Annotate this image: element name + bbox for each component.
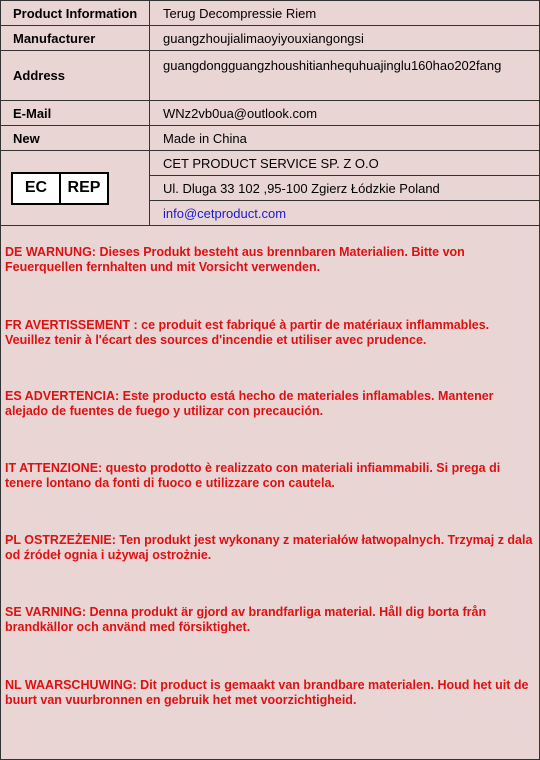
ec-rep-address: Ul. Dluga 33 102 ,95-100 Zgierz Łódzkie Poland (150, 176, 540, 201)
warning-fr: FR AVERTISSEMENT : ce produit est fabriqué à partir de matériaux inflammables. Veuillez tenir à l'écart des sources d'incendie et utiliser avec prudence. (5, 318, 490, 347)
table-row (1, 101, 539, 126)
address-label: Address (1, 51, 150, 101)
warning-es: ES ADVERTENCIA: Este producto está hecho de materiales inflamables. Mantener alejado de fuentes de fuego y utilizar con precaución. (5, 389, 494, 418)
email-label: E-Mail (1, 101, 150, 126)
ec-rep-email-link[interactable]: info@cetproduct.com (163, 205, 287, 221)
ec-rep-cell (1, 151, 150, 226)
origin-value: Made in China (150, 126, 540, 151)
table-row (1, 26, 539, 51)
product-information-label: Product Information (1, 1, 150, 26)
address-value: guangdongguangzhoushitianhequhuajinglu160hao202fang (150, 51, 540, 101)
rep-badge-text: REP (67, 179, 101, 196)
email-value: WNz2vb0ua@outlook.com (150, 101, 540, 126)
new-label: New (1, 126, 150, 151)
table-row (1, 151, 539, 176)
warning-se: SE VARNING: Denna produkt är gjord av brandfarliga material. Håll dig borta från brandkällor och använd med försiktighet. (5, 605, 487, 634)
table-row (1, 126, 539, 151)
ec-rep-badge (11, 172, 109, 205)
ec-rep-company: CET PRODUCT SERVICE SP. Z O.O (150, 151, 540, 176)
table-row (1, 1, 539, 26)
manufacturer-label: Manufacturer (1, 26, 150, 51)
ec-rep-email-cell (150, 201, 540, 226)
warning-it: IT ATTENZIONE: questo prodotto è realizzato con materiali infiammabili. Si prega di tenere lontano da fonti di fuoco e utilizzare con cautela. (5, 461, 501, 490)
warning-pl: PL OSTRZEŻENIE: Ten produkt jest wykonany z materiałów łatwopalnych. Trzymaj z dala od źródeł ognia i używaj ostrożnie. (5, 533, 533, 562)
warning-nl: NL WAARSCHUWING: Dit product is gemaakt van brandbare materialen. Houd het uit de buurt van vuurbronnen en gebruik het met voorzichtigheid. (5, 678, 529, 707)
manufacturer-value: guangzhoujialimaoyiyouxiangongsi (150, 26, 540, 51)
warning-de: DE WARNUNG: Dieses Produkt besteht aus brennbaren Materialien. Bitte von Feuerquellen fernhalten und mit Vorsicht verwenden. (5, 245, 465, 274)
ec-badge-text: EC (13, 174, 61, 203)
table-row (1, 51, 539, 101)
product-name-value: Terug Decompressie Riem (150, 1, 540, 26)
product-info-table (1, 1, 539, 226)
